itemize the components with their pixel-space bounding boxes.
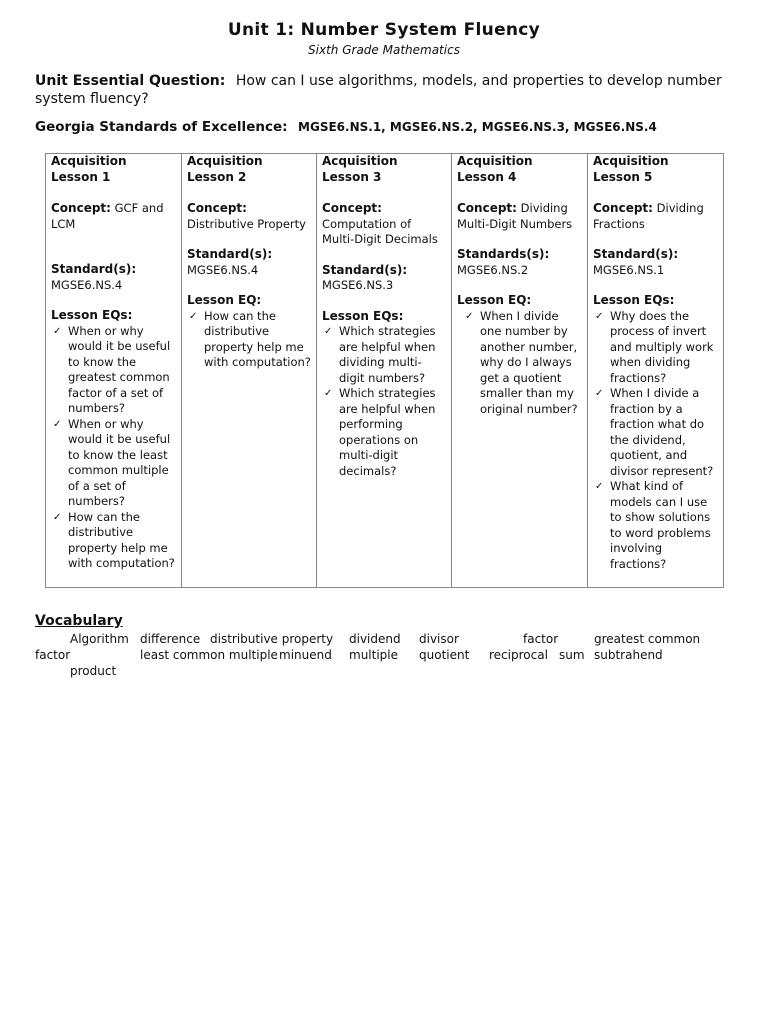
list-item: ✓ Why does the process of invert and multiply work when dividing fractions? (595, 308, 714, 385)
vocab-word: difference (140, 632, 201, 646)
lesson-cell-5 (588, 154, 724, 588)
standards-label: Standards(s): (457, 247, 550, 261)
list-item: ✓ Which strategies are helpful when performing operations on multi-digit decimals? (324, 386, 436, 478)
concept-block (457, 201, 583, 232)
lesson-cell-3 (317, 154, 452, 588)
concept-block (593, 201, 719, 232)
concept-label: Concept: (322, 201, 382, 215)
standards-label: Standard(s): (322, 262, 408, 277)
eq-label: Lesson EQ: (457, 293, 532, 307)
vocab-word: reciprocal (489, 648, 548, 662)
checkmark-icon: ✓ (465, 310, 474, 322)
concept-label: Concept: (457, 201, 517, 215)
vocab-word: subtrahend (594, 648, 663, 662)
essential-question-label: Unit Essential Question: (35, 73, 226, 89)
concept-block (322, 201, 447, 248)
georgia-standards (35, 119, 735, 135)
lesson-cell-2 (182, 154, 317, 588)
vocab-word: quotient (419, 648, 470, 662)
concept-block (51, 201, 177, 232)
concept-value: Computation of Multi-Digit Decimals (322, 216, 438, 246)
checkmark-icon: ✓ (324, 326, 333, 337)
vocab-word: factor (523, 632, 559, 646)
lessons-table (45, 153, 724, 588)
standards-value: MGSE6.NS.1, MGSE6.NS.2, MGSE6.NS.3, MGSE6.NS.4 (298, 120, 657, 134)
eq-list (322, 324, 447, 479)
checkmark-icon: ✓ (189, 310, 198, 322)
unit-essential-question (35, 72, 735, 108)
concept-value: Dividing Fractions (593, 201, 704, 231)
eq-list (187, 309, 312, 371)
page-subtitle: Sixth Grade Mathematics (308, 43, 460, 57)
standards-block (322, 263, 447, 294)
eq-label: Lesson EQs: (322, 308, 404, 323)
vocab-word: dividend (349, 632, 401, 646)
eq-label: Lesson EQs: (593, 293, 675, 307)
vocab-word: sum (559, 648, 585, 662)
checkmark-icon: ✓ (595, 310, 604, 322)
vocab-word: Algorithm (70, 632, 129, 646)
standards-block (593, 247, 719, 278)
list-item: ✓ Which strategies are helpful when dividing multi-digit numbers? (324, 324, 436, 385)
lesson-heading: Acquisition Lesson 2 (187, 154, 263, 184)
lesson-cell-4 (452, 154, 588, 588)
vocab-word: multiple (349, 648, 399, 662)
vocabulary-heading: Vocabulary (35, 613, 123, 629)
vocab-word: minuend (279, 648, 332, 662)
standards-value: MGSE6.NS.2 (457, 262, 529, 277)
list-item: ✓ How can the distributive property help me with computation? (189, 308, 311, 369)
eq-list (51, 324, 177, 572)
list-item: ✓ When or why would it be useful to know the greatest common factor of a set of numbers? (53, 323, 171, 415)
page-title: Unit 1: Number System Fluency (227, 20, 541, 40)
checkmark-icon: ✓ (324, 388, 333, 399)
standards-value: MGSE6.NS.4 (51, 277, 123, 292)
standards-label: Standard(s): (187, 247, 273, 261)
checkmark-icon: ✓ (53, 325, 62, 337)
lesson-heading: Acquisition Lesson 3 (322, 154, 398, 184)
eq-label: Lesson EQ: (187, 293, 262, 307)
concept-block (187, 201, 312, 232)
checkmark-icon: ✓ (53, 511, 62, 523)
vocab-word: product (70, 664, 117, 678)
standards-block (51, 262, 177, 293)
vocab-word: least common multiple (140, 648, 278, 662)
list-item: ✓ When or why would it be useful to know the least common multiple of a set of numbers? (53, 416, 171, 508)
checkmark-icon: ✓ (595, 388, 604, 399)
concept-label: Concept: (593, 201, 653, 215)
standards-block (187, 247, 312, 278)
checkmark-icon: ✓ (595, 481, 604, 492)
vocab-word: distributive property (210, 632, 334, 646)
list-item: ✓ What kind of models can I use to show solutions to word problems involving fractions? (595, 479, 711, 571)
lesson-cell-1 (46, 154, 182, 588)
eq-list (593, 309, 719, 573)
list-item: ✓ When I divide one number by another number, why do I always get a quotient smaller than my original number? (465, 308, 578, 416)
eq-list (457, 309, 583, 418)
list-item: ✓ When I divide a fraction by a fraction what do the dividend, quotient, and divisor represent? (595, 386, 714, 478)
checkmark-icon: ✓ (53, 418, 62, 430)
eq-label: Lesson EQs: (51, 308, 133, 322)
standards-label: Standard(s): (593, 247, 679, 261)
standards-block (457, 247, 583, 278)
concept-label: Concept: (51, 201, 111, 215)
list-item: ✓ How can the distributive property help me with computation? (53, 509, 175, 570)
table-row (46, 154, 724, 588)
vocab-word: factor (35, 648, 71, 662)
concept-value: GCF and LCM (51, 201, 164, 231)
standards-label: Standard(s): (51, 262, 137, 276)
lesson-heading: Acquisition Lesson 5 (593, 154, 669, 184)
standards-label: Georgia Standards of Excellence: (35, 119, 288, 135)
lesson-heading: Acquisition Lesson 1 (51, 154, 127, 184)
concept-value: Dividing Multi-Digit Numbers (457, 201, 573, 231)
concept-label: Concept: (187, 201, 247, 215)
lesson-heading: Acquisition Lesson 4 (457, 154, 533, 184)
standards-value: MGSE6.NS.3 (322, 278, 394, 292)
vocab-word: greatest common (594, 632, 701, 646)
essential-question-text: How can I use algorithms, models, and properties to develop number system fluency? (35, 73, 722, 107)
standards-value: MGSE6.NS.4 (187, 262, 259, 277)
vocab-word: divisor (419, 632, 459, 646)
concept-value: Distributive Property (187, 216, 306, 231)
standards-value: MGSE6.NS.1 (593, 262, 665, 277)
